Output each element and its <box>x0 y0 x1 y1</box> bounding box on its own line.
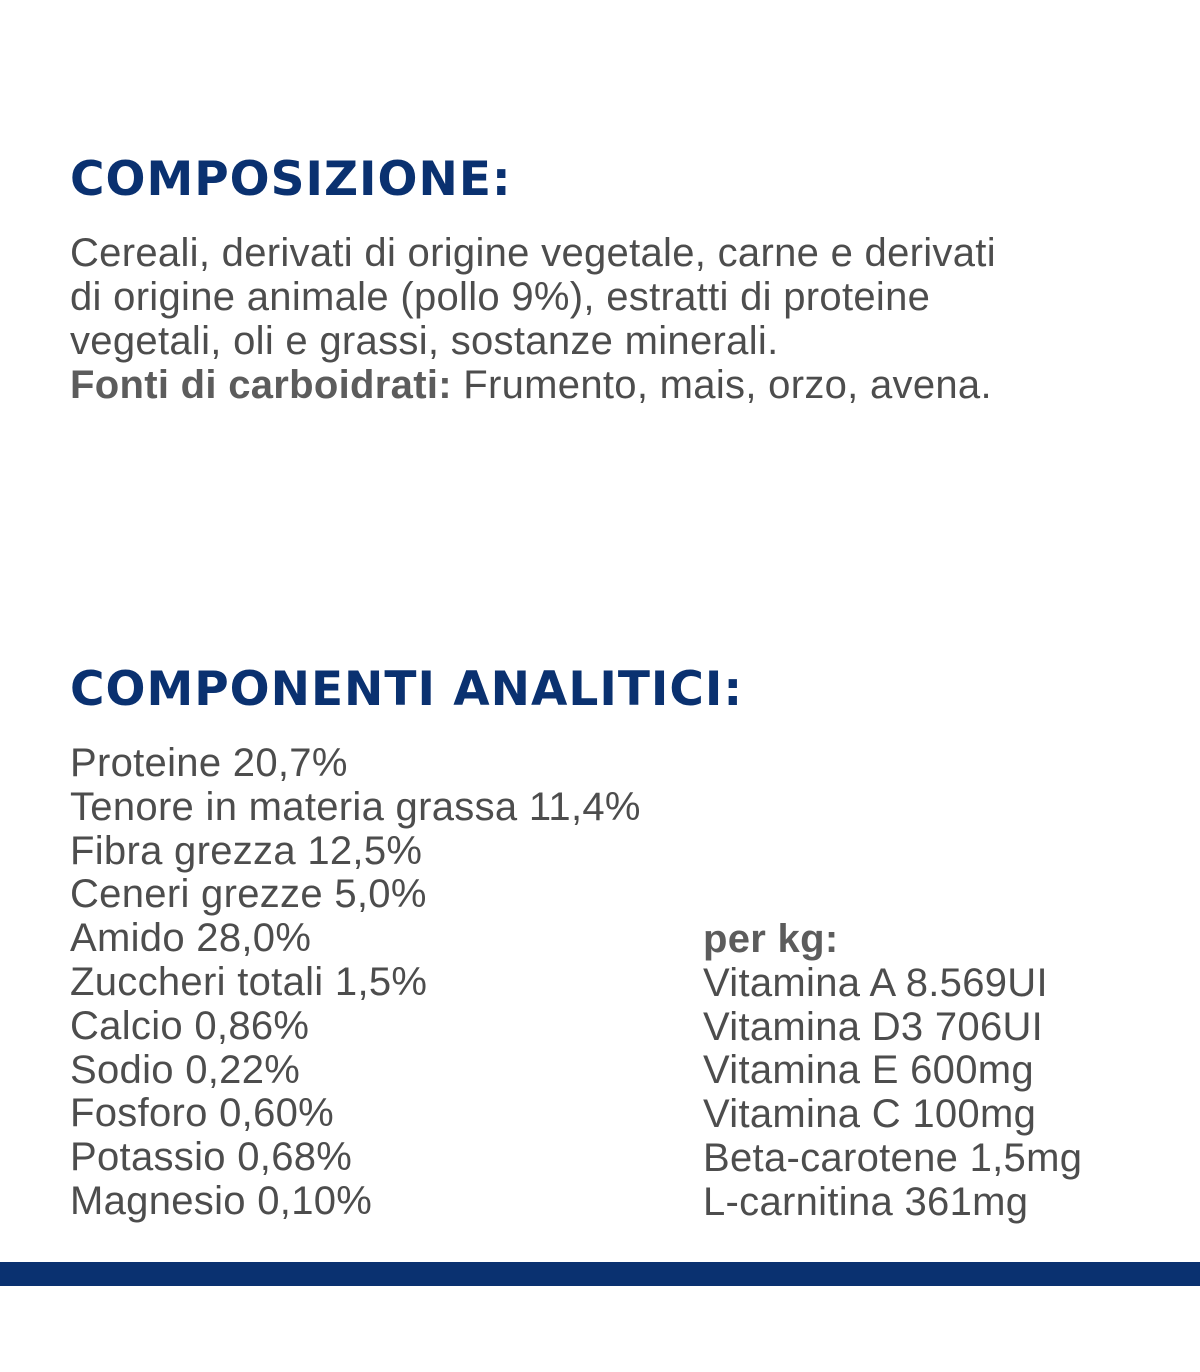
carbohydrate-sources-label: Fonti di carboidrati: <box>70 363 452 407</box>
list-item: Vitamina E 600mg <box>703 1048 1034 1093</box>
per-kg-list <box>703 918 1082 1225</box>
list-item: Amido 28,0% <box>70 916 312 961</box>
composition-heading: COMPOSIZIONE: <box>70 152 512 207</box>
list-item: Zuccheri totali 1,5% <box>70 959 428 1004</box>
list-item: Tenore in materia grassa 11,4% <box>70 784 641 829</box>
composition-line: Cereali, derivati di origine vegetale, carne e derivati <box>70 231 996 275</box>
carbohydrate-sources-line <box>70 363 1160 407</box>
list-item: Fosforo 0,60% <box>70 1091 335 1136</box>
list-item: Calcio 0,86% <box>70 1003 310 1048</box>
list-item: Potassio 0,68% <box>70 1135 353 1180</box>
composition-line: vegetali, oli e grassi, sostanze minerali. <box>70 319 779 363</box>
list-item: Sodio 0,22% <box>70 1047 301 1092</box>
analytic-components-list <box>70 742 641 1224</box>
list-item: L-carnitina 361mg <box>703 1179 1029 1224</box>
composition-line: di origine animale (pollo 9%), estratti di proteine <box>70 275 931 319</box>
list-item: Beta-carotene 1,5mg <box>703 1135 1083 1180</box>
list-item: Fibra grezza 12,5% <box>70 828 423 873</box>
list-item: Magnesio 0,10% <box>70 1178 373 1223</box>
footer-brand-band <box>0 1262 1200 1286</box>
carbohydrate-sources-text: Frumento, mais, orzo, avena. <box>451 363 992 407</box>
per-kg-label: per kg: <box>703 917 839 961</box>
list-item: Ceneri grezze 5,0% <box>70 872 427 917</box>
list-item: Vitamina D3 706UI <box>703 1004 1044 1049</box>
composition-paragraph <box>70 231 1160 407</box>
analytic-components-heading: COMPONENTI ANALITICI: <box>70 662 744 717</box>
list-item: Proteine 20,7% <box>70 741 348 785</box>
list-item: Vitamina A 8.569UI <box>703 960 1048 1005</box>
list-item: Vitamina C 100mg <box>703 1092 1037 1137</box>
